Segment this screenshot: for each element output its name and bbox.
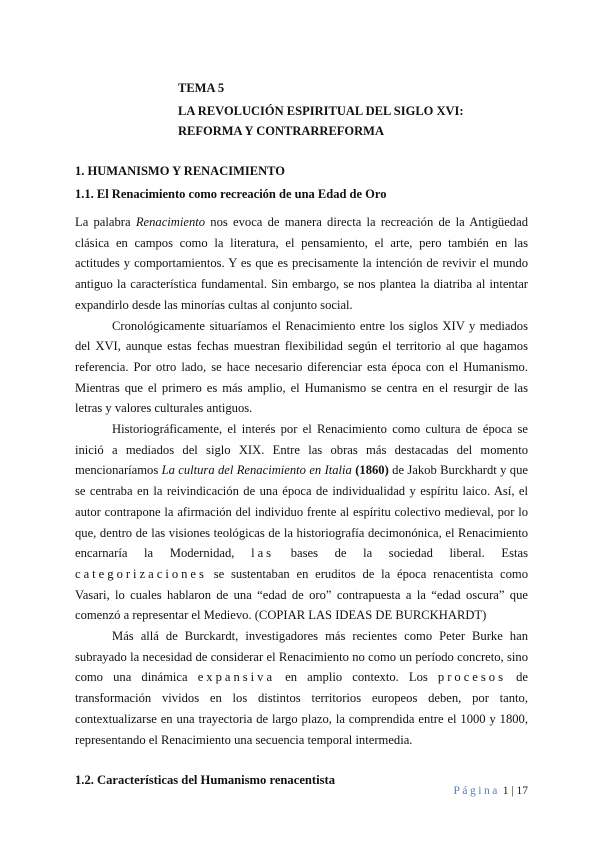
text-run: (1860) [355,463,389,478]
paragraph [75,626,528,750]
text-run: categorizaciones [75,566,207,581]
paragraph [75,212,528,316]
text-run: La palabra [75,215,136,229]
paragraph [75,316,528,420]
document-body [75,212,528,791]
text-run: Cronológicamente situaríamos el Renacimiento entre los siglos XIV y mediados del XVI, aunque estas fechas muestran flexibilidad según el territorio al que hagamos referencia. Por otro lado, se hace necesario diferenciar esta época con el Humanismo. Mientras que el primero es más amplio, el Humanismo se centra en el resurgir de las letras y valores culturales antiguos. [75,318,528,416]
text-run: de Jakob Burckhardt y que se centraba en la reivindicación de una época de individualidad y espíritu laico. Así, el autor contrapone la afirmación del individuo frente al espíritu colectivo medieval, por lo que, dentro de las visiones teológicas de la historiografía decimonónica, el Renacimiento encarnaría la Modernidad, [75,463,528,561]
text-run: procesos [437,670,506,685]
text-run: nos evoca de manera directa la recreación de la Antigüedad clásica en campos como la literatura, el pensamiento, el arte, pero también en las actitudes y comportamientos. Y es que es precisamente la intención de revivir el mundo antiguo la característica fundamental. Sin embargo, se nos plantea la diatriba al intentar expandirlo desde las minorías cultas al conjunto social. [75,215,528,312]
section-heading-1-2: 1.2. Características del Humanismo renacentista [75,773,335,788]
text-run: Más allá de Burckardt, investigadores más recientes como Peter Burke han subrayado la necesidad de considerar el Renacimiento no como un período concreto, sino como una dinámica [75,629,528,685]
text-run: Historiográficamente, el interés por el Renacimiento como cultura de época se inició a mediados del siglo XIX. Entre las obras más destacadas del momento mencionaríamos [75,422,528,478]
page-number: 1 | 17 [502,785,528,797]
text-run: las [251,546,275,561]
paragraph [75,419,528,626]
text-run: La cultura del Renacimiento en Italia [161,463,352,478]
text-run: en amplio contexto. Los [275,670,438,685]
doc-title-line-1: TEMA 5 [178,81,225,95]
section-heading-1-1: 1.1. El Renacimiento como recreación de una Edad de Oro [75,187,387,201]
text-run: Renacimiento [135,215,206,229]
text-run: de transformación vividos en los distintos territorios europeos deben, por tanto, contextualizarse en una trayectoria de largo plazo, la comprendida entre el 1000 y 1800, representando el Renacimiento una secuencia temporal intermedia. [75,670,529,747]
text-run: se sustentaban en eruditos de la época renacentista como Vasari, lo cuales hablaron de una “edad de oro” contrapuesta a la “edad oscura” que comenzó a representar el Medievo. (COPIAR LAS IDEAS DE BURCKHARDT) [75,566,528,623]
paragraphs [75,212,528,750]
page-footer [454,785,529,797]
page-label: Página [453,785,500,797]
doc-title-line-2: LA REVOLUCIÓN ESPIRITUAL DEL SIGLO XVI: [178,104,464,118]
section-heading-1: 1. HUMANISMO Y RENACIMIENTO [75,164,285,178]
text-run: expansiva [197,670,276,685]
doc-title-line-3: REFORMA Y CONTRARREFORMA [178,124,385,138]
text-run: bases de la sociedad liberal. Estas [274,546,528,561]
